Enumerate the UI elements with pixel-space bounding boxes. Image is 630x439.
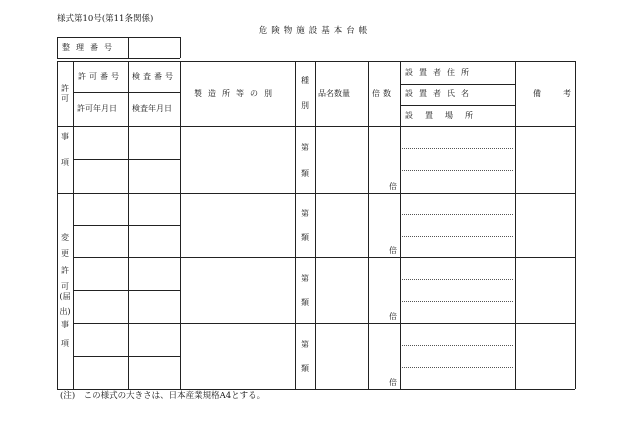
rui-mark-4: 類 (301, 364, 309, 373)
shubetsu-label-2: 別 (301, 101, 309, 110)
bai-mark-2: 倍 (389, 246, 397, 255)
henkou-label-4: 可(届 (59, 282, 71, 301)
kensa-nengappi-label: 検査年月日 (132, 104, 172, 113)
kyoka-nengappi-label: 許可年月日 (77, 104, 117, 113)
bikou-label: 備考 (533, 89, 593, 98)
rui-mark-1: 類 (301, 169, 309, 178)
baisu-label: 倍数 (372, 89, 394, 98)
henkou-label-5: 出) (59, 307, 71, 316)
kyoka-bango-label: 許可番号 (78, 72, 122, 81)
dai-mark-4: 第 (301, 340, 309, 349)
form-number-label: 様式第10号(第11条関係) (57, 14, 154, 24)
henkou-label-1: 変 (61, 233, 69, 242)
kyoka-label-1: 許可 (61, 84, 69, 103)
bai-mark-3: 倍 (389, 312, 397, 321)
bai-mark-1: 倍 (389, 182, 397, 191)
henkou-label-3: 許 (61, 266, 69, 275)
secchisha-shimei-label: 設置者氏名 (405, 89, 475, 98)
seizousho-label: 製造所等の別 (194, 89, 278, 98)
bai-mark-4: 倍 (389, 378, 397, 387)
document-title: 危険物施設基本台帳 (258, 26, 372, 36)
rui-mark-2: 類 (301, 233, 309, 242)
secchisha-jusho-label: 設置者住所 (405, 68, 475, 77)
henkou-label-2: 更 (61, 249, 69, 258)
henkou-label-6: 事 (61, 320, 69, 329)
shubetsu-label-1: 種 (301, 76, 309, 85)
kensa-bango-label: 検査番号 (132, 72, 176, 81)
rui-mark-3: 類 (301, 298, 309, 307)
dai-mark-3: 第 (301, 274, 309, 283)
kyoka-label-ji: 事 (61, 132, 69, 141)
seiri-bango-label: 整理番号 (62, 43, 118, 52)
kyoka-label-kou: 項 (61, 158, 69, 167)
hinmei-label: 品名数量 (318, 89, 350, 98)
dai-mark-1: 第 (301, 143, 309, 152)
henkou-label-7: 項 (61, 339, 69, 348)
footer-note: (注) この様式の大きさは、日本産業規格A4とする。 (60, 391, 266, 401)
dai-mark-2: 第 (301, 209, 309, 218)
secchi-basho-label: 設置場所 (405, 111, 485, 120)
